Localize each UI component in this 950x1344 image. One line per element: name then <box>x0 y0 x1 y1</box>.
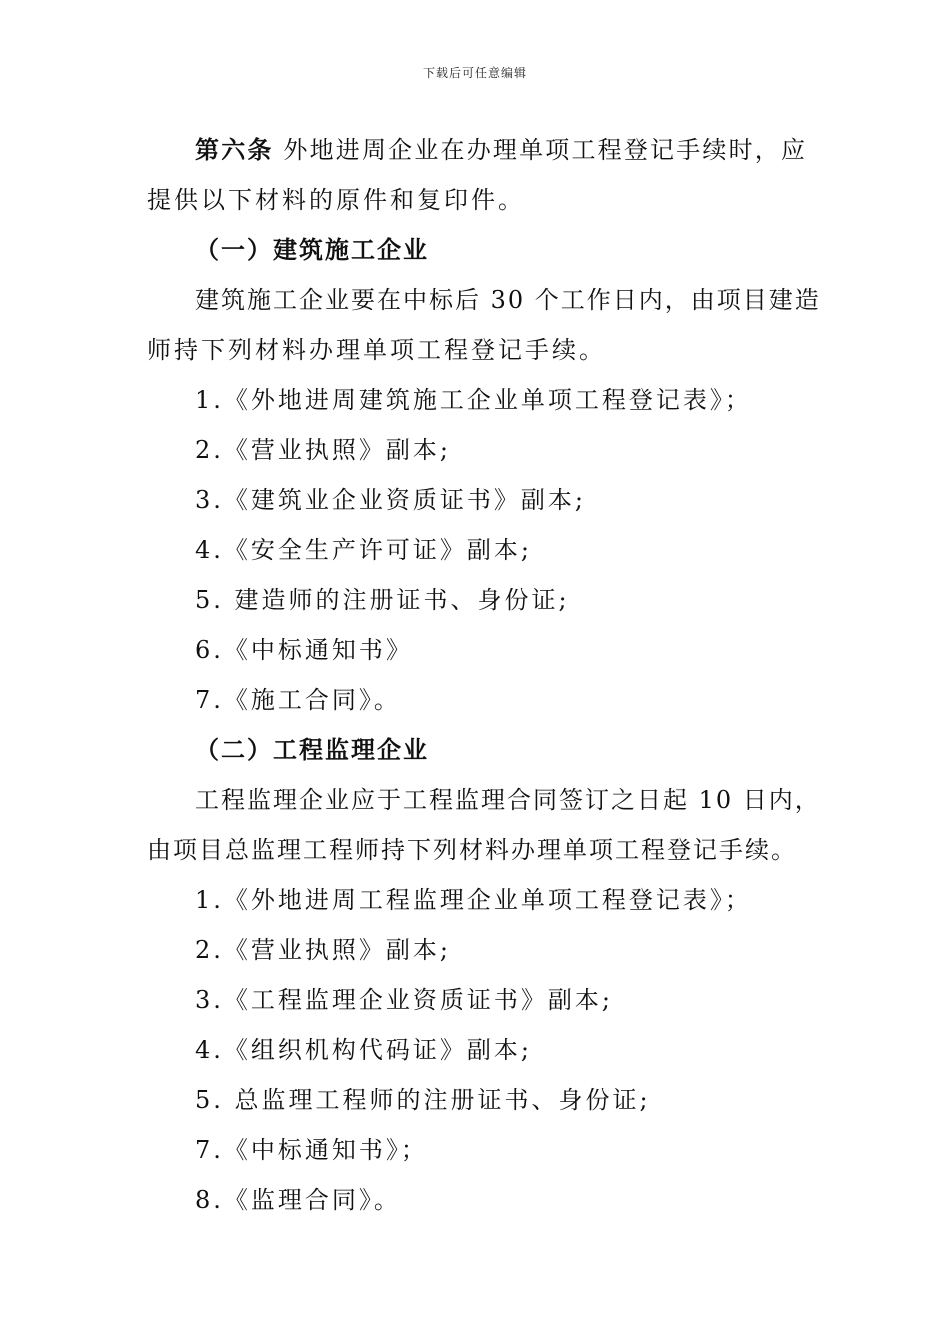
section-2-paragraph-line-2: 由项目总监理工程师持下列材料办理单项工程登记手续。 <box>147 836 797 864</box>
list-item: 1.《外地进周工程监理企业单项工程登记表》； <box>195 886 752 914</box>
list-item: 8.《监理合同》。 <box>195 1186 401 1214</box>
list-item: 3.《工程监理企业资质证书》副本; <box>195 986 613 1014</box>
section-2-paragraph-line-1: 工程监理企业应于工程监理合同签订之日起 10 日内， <box>195 786 821 814</box>
section-2-heading: （二）工程监理企业 <box>195 736 429 764</box>
list-item: 7.《中标通知书》； <box>195 1136 428 1164</box>
list-item: 2.《营业执照》副本; <box>195 436 451 464</box>
page-header: 下载后可任意编辑 <box>422 66 527 80</box>
list-item: 3.《建筑业企业资质证书》副本; <box>195 486 586 514</box>
article-line-1 <box>147 125 807 175</box>
document-body <box>147 125 821 1225</box>
list-item: 4.《安全生产许可证》副本; <box>195 536 532 564</box>
article-label: 第六条 <box>195 136 274 164</box>
list-item: 5. 建造师的注册证书、身份证; <box>195 586 570 614</box>
list-item: 6.《中标通知书》 <box>195 636 413 664</box>
list-item: 1.《外地进周建筑施工企业单项工程登记表》； <box>195 386 752 414</box>
list-item: 5. 总监理工程师的注册证书、身份证; <box>195 1086 651 1114</box>
article-line-2: 提供以下材料的原件和复印件。 <box>147 186 525 214</box>
article-line-1-text: 外地进周企业在办理单项工程登记手续时，应 <box>273 136 807 164</box>
list-item: 7.《施工合同》。 <box>195 686 401 714</box>
list-item: 2.《营业执照》副本; <box>195 936 451 964</box>
section-1-heading: （一）建筑施工企业 <box>195 236 429 264</box>
list-item: 4.《组织机构代码证》副本; <box>195 1036 532 1064</box>
section-1-paragraph-line-1: 建筑施工企业要在中标后 30 个工作日内，由项目建造 <box>195 286 821 314</box>
section-1-paragraph-line-2: 师持下列材料办理单项工程登记手续。 <box>147 336 606 364</box>
